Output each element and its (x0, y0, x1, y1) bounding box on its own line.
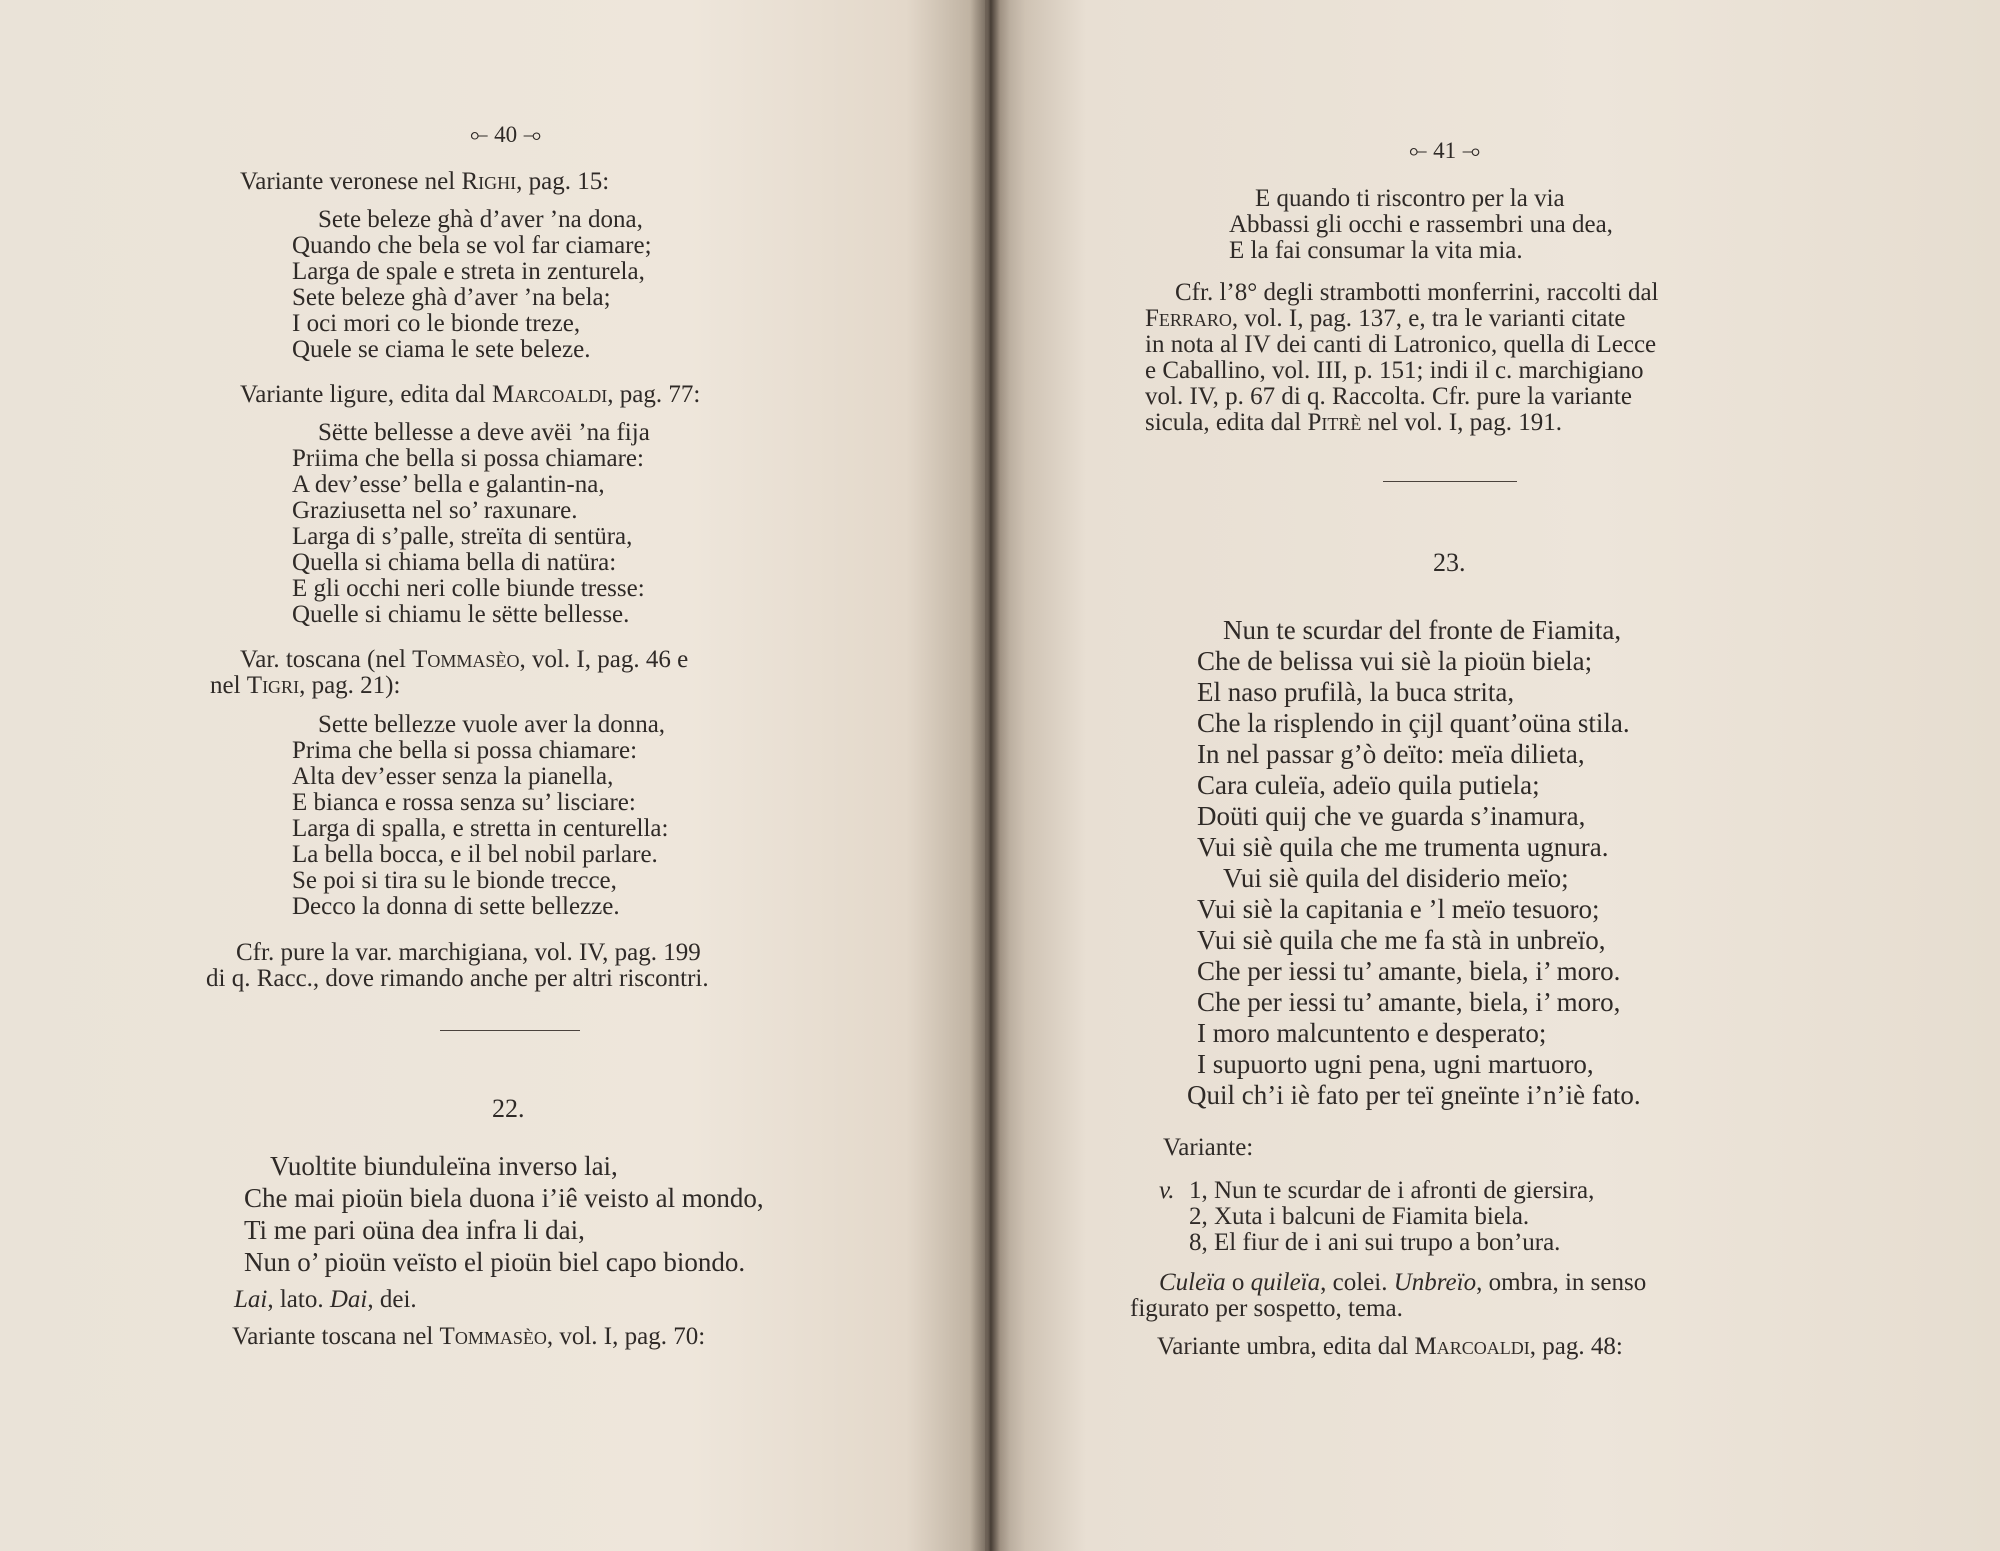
verse-line: Quando che bela se vol far ciamare; (292, 232, 652, 259)
song-number-23: 23. (1433, 548, 1466, 577)
gloss-23-line-2: figurato per sospetto, tema. (1130, 1295, 1403, 1322)
section-divider (1383, 481, 1517, 482)
verse-line: Vui siè la capitania e ’l meïo tesuoro; (1197, 894, 1600, 924)
variant-heading-ligure: Variante ligure, edita dal Marcoaldi, pag. 77: (240, 381, 701, 408)
gloss-22: Lai, lato. Dai, dei. (234, 1286, 417, 1313)
verse-line: Prima che bella si possa chiamare: (292, 737, 638, 764)
verse-line: E la fai consumar la vita mia. (1229, 237, 1523, 264)
verse-line: Nun o’ pioün veïsto el pioün biel capo biondo. (244, 1247, 746, 1277)
verse-line: Che mai pioün biela duona i’iê veisto al mondo, (244, 1183, 764, 1213)
verse-line: Nun te scurdar del fronte de Fiamita, (1223, 615, 1622, 645)
verse-line: I oci mori co le bionde treze, (292, 310, 581, 337)
song-number-22: 22. (492, 1094, 525, 1123)
note-line: sicula, edita dal Pitrè nel vol. I, pag. 191. (1145, 409, 1563, 436)
verse-line: Vui siè quila che me trumenta ugnura. (1197, 832, 1609, 862)
verse-line: Larga di s’palle, streïta di sentüra, (292, 523, 633, 550)
verse-line: Larga de spale e streta in zenturela, (292, 258, 645, 285)
note-line: Cfr. l’8° degli strambotti monferrini, raccolti dal (1175, 279, 1659, 306)
variant-line: 2, Xuta i balcuni de Fiamita biela. (1189, 1203, 1530, 1230)
verse-line: Alta dev’esser senza la pianella, (292, 763, 614, 790)
section-divider (440, 1030, 580, 1031)
verse-line: E quando ti riscontro per la via (1255, 185, 1565, 212)
verse-line: I supuorto ugni pena, ugni martuoro, (1197, 1049, 1594, 1079)
variant-heading-toscana-1: Var. toscana (nel Tommasèo, vol. I, pag. 46 e (240, 646, 689, 673)
note-line: vol. IV, p. 67 di q. Raccolta. Cfr. pure la variante (1145, 383, 1632, 410)
page-number: 40 (494, 122, 518, 147)
note-line: e Caballino, vol. III, p. 151; indi il c. marchigiano (1145, 357, 1644, 384)
gloss-23-line-1: Culeïa o quileïa, colei. Unbreïo, ombra, in senso (1159, 1269, 1647, 1296)
verse-line: Doüti quij che ve guarda s’inamura, (1197, 801, 1586, 831)
variant-heading-toscana-70: Variante toscana nel Tommasèo, vol. I, pag. 70: (232, 1323, 706, 1350)
verse-line: Larga di spalla, e stretta in centurella: (292, 815, 669, 842)
verse-line: Graziusetta nel so’ raxunare. (292, 497, 578, 524)
page-number-left: ⟜ 40 ⊸ (470, 122, 542, 147)
verse-line: Sëtte bellesse a deve avëi ’na fija (318, 419, 650, 446)
note-line: di q. Racc., dove rimando anche per altri riscontri. (206, 965, 709, 992)
verse-line: A dev’esse’ bella e galantin-na, (292, 471, 605, 498)
verse-line: Decco la donna di sette bellezze. (292, 893, 620, 920)
verse-line: La bella bocca, e il bel nobil parlare. (292, 841, 658, 868)
page-number-right: ⟜ 41 ⊸ (1409, 138, 1481, 163)
book-gutter (970, 0, 1010, 1551)
note-line: in nota al IV dei canti di Latronico, quella di Lecce (1145, 331, 1657, 358)
verse-line: Cara culeïa, adeïo quila putiela; (1197, 770, 1540, 800)
variant-line: 8, El fiur de i ani sui trupo a bon’ura. (1189, 1229, 1561, 1256)
verse-line: Quelle si chiamu le sëtte bellesse. (292, 601, 630, 628)
verse-line: Ti me pari oüna dea infra li dai, (244, 1215, 585, 1245)
verse-line: Che la risplendo in çijl quant’oüna stila. (1197, 708, 1630, 738)
verse-line: I moro malcuntento e desperato; (1197, 1018, 1547, 1048)
verse-line: E bianca e rossa senza su’ lisciare: (292, 789, 636, 816)
page-number: 41 (1433, 138, 1457, 163)
note-line: Cfr. pure la var. marchigiana, vol. IV, pag. 199 (236, 939, 701, 966)
verse-line: Vui siè quila che me fa stà in unbreïo, (1197, 925, 1606, 955)
verse-line: Che per iessi tu’ amante, biela, i’ moro. (1197, 956, 1621, 986)
verse-line: Sette bellezze vuole aver la donna, (318, 711, 666, 738)
verse-line: El naso prufilà, la buca strita, (1197, 677, 1515, 707)
verse-line: Quella si chiama bella di natüra: (292, 549, 617, 576)
verse-line: Se poi si tira su le bionde trecce, (292, 867, 617, 894)
variant-heading-toscana-2: nel Tigri, pag. 21): (210, 672, 401, 699)
verse-line: Sete beleze ghà d’aver ’na bela; (292, 284, 611, 311)
variant-heading-umbra: Variante umbra, edita dal Marcoaldi, pag. 48: (1157, 1333, 1623, 1360)
verse-line: Abbassi gli occhi e rassembri una dea, (1229, 211, 1613, 238)
verse-line: Priima che bella si possa chiamare: (292, 445, 644, 472)
right-page (985, 0, 2000, 1551)
verse-line: Quele se ciama le sete beleze. (292, 336, 591, 363)
verse-line: E gli occhi neri colle biunde tresse: (292, 575, 645, 602)
variant-heading-veronese: Variante veronese nel Righi, pag. 15: (240, 168, 610, 195)
variant-line: v. 1, Nun te scurdar de i afronti de giersira, (1159, 1177, 1595, 1204)
verse-line: Sete beleze ghà d’aver ’na dona, (318, 206, 643, 233)
note-line: Ferraro, vol. I, pag. 137, e, tra le varianti citate (1145, 305, 1626, 332)
verse-line: Vui siè quila del disiderio meïo; (1223, 863, 1569, 893)
variante-label: Variante: (1163, 1134, 1254, 1161)
left-page (0, 0, 985, 1551)
verse-line: Che per iessi tu’ amante, biela, i’ moro, (1197, 987, 1621, 1017)
verse-line: Vuoltite biunduleïna inverso lai, (270, 1151, 618, 1181)
verse-line: Che de belissa vui siè la pioün biela; (1197, 646, 1593, 676)
verse-line: In nel passar g’ò deïto: meïa dilieta, (1197, 739, 1585, 769)
verse-line: Quil ch’i iè fato per teï gneïnte i’n’iè fato. (1187, 1080, 1641, 1110)
